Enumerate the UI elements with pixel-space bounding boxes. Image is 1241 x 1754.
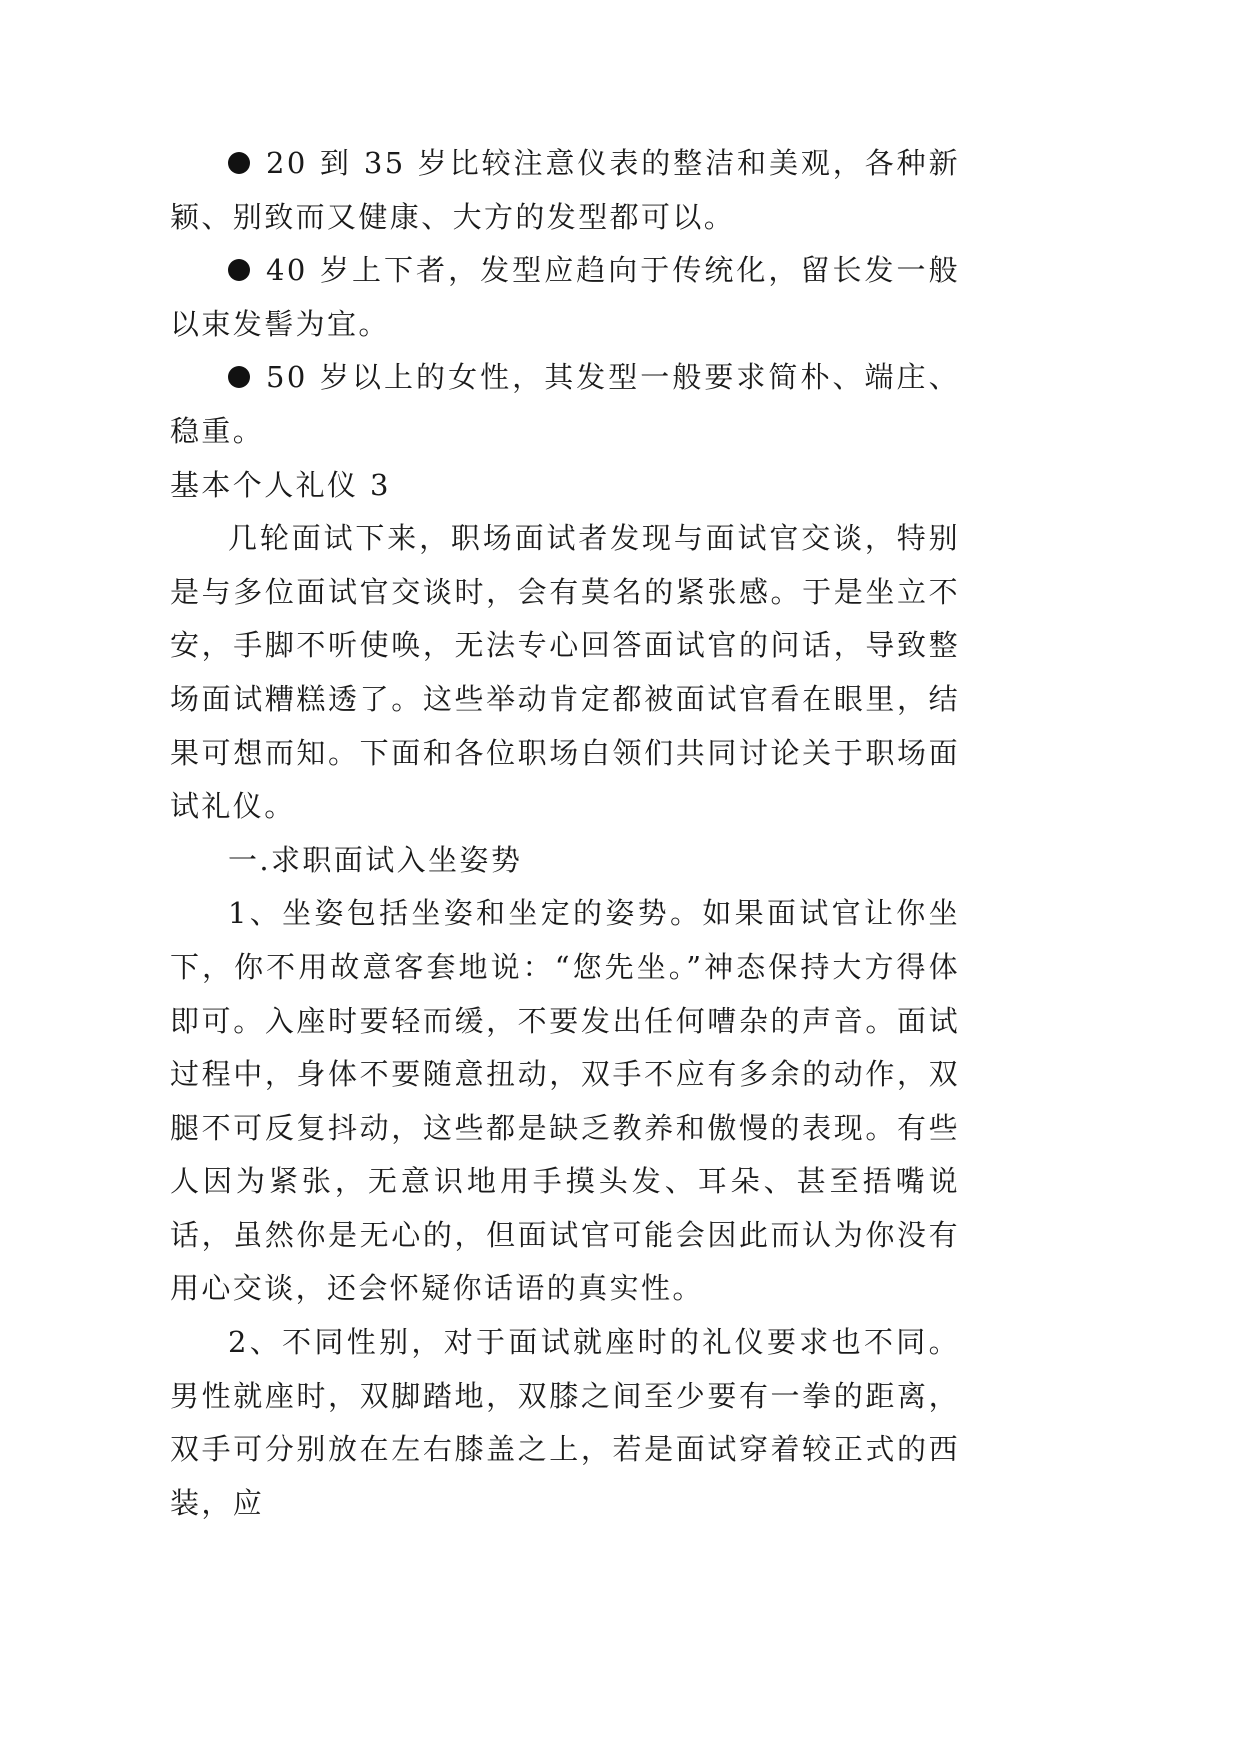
bullet-dot-icon xyxy=(228,366,250,388)
bullet-dot-icon xyxy=(228,152,250,174)
paragraph-point-2: 2、不同性别，对于面试就座时的礼仪要求也不同。男性就座时，双脚踏地，双膝之间至少要有一拳的距离，双手可分别放在左右膝盖之上，若是面试穿着较正式的西装，应 xyxy=(170,1325,960,1520)
paragraph-point-1: 1、坐姿包括坐姿和坐定的姿势。如果面试官让你坐下，你不用故意客套地说：“您先坐。”神态保持大方得体即可。入座时要轻而缓，不要发出任何嘈杂的声音。面试过程中，身体不要随意扭动，双手不应有多余的动作，双腿不可反复抖动，这些都是缺乏教养和傲慢的表现。有些人因为紧张，无意识地用手摸头发、耳朵、甚至捂嘴说话，虽然你是无心的，但面试官可能会因此而认为你没有用心交谈，还会怀疑你话语的真实性。 xyxy=(170,896,960,1306)
bullet-text: 40 岁上下者，发型应趋向于传统化，留长发一般以束发髻为宜。 xyxy=(170,253,960,341)
section-heading: 基本个人礼仪 3 xyxy=(170,467,391,502)
bullet-text: 50 岁以上的女性，其发型一般要求简朴、端庄、稳重。 xyxy=(170,360,960,448)
bullet-item-age-20-35 xyxy=(170,137,960,244)
bullet-item-age-40 xyxy=(170,244,960,351)
subsection-title: 一.求职面试入坐姿势 xyxy=(228,842,523,877)
bullet-dot-icon xyxy=(228,259,250,281)
bullet-text: 20 到 35 岁比较注意仪表的整洁和美观，各种新颖、别致而又健康、大方的发型都可以。 xyxy=(170,146,960,234)
paragraph-intro: 几轮面试下来，职场面试者发现与面试官交谈，特别是与多位面试官交谈时，会有莫名的紧张感。于是坐立不安，手脚不听使唤，无法专心回答面试官的问话，导致整场面试糟糕透了。这些举动肯定都被面试官看在眼里，结果可想而知。下面和各位职场白领们共同讨论关于职场面试礼仪。 xyxy=(170,521,960,824)
bullet-item-age-50 xyxy=(170,351,960,458)
document-body xyxy=(170,137,960,1530)
